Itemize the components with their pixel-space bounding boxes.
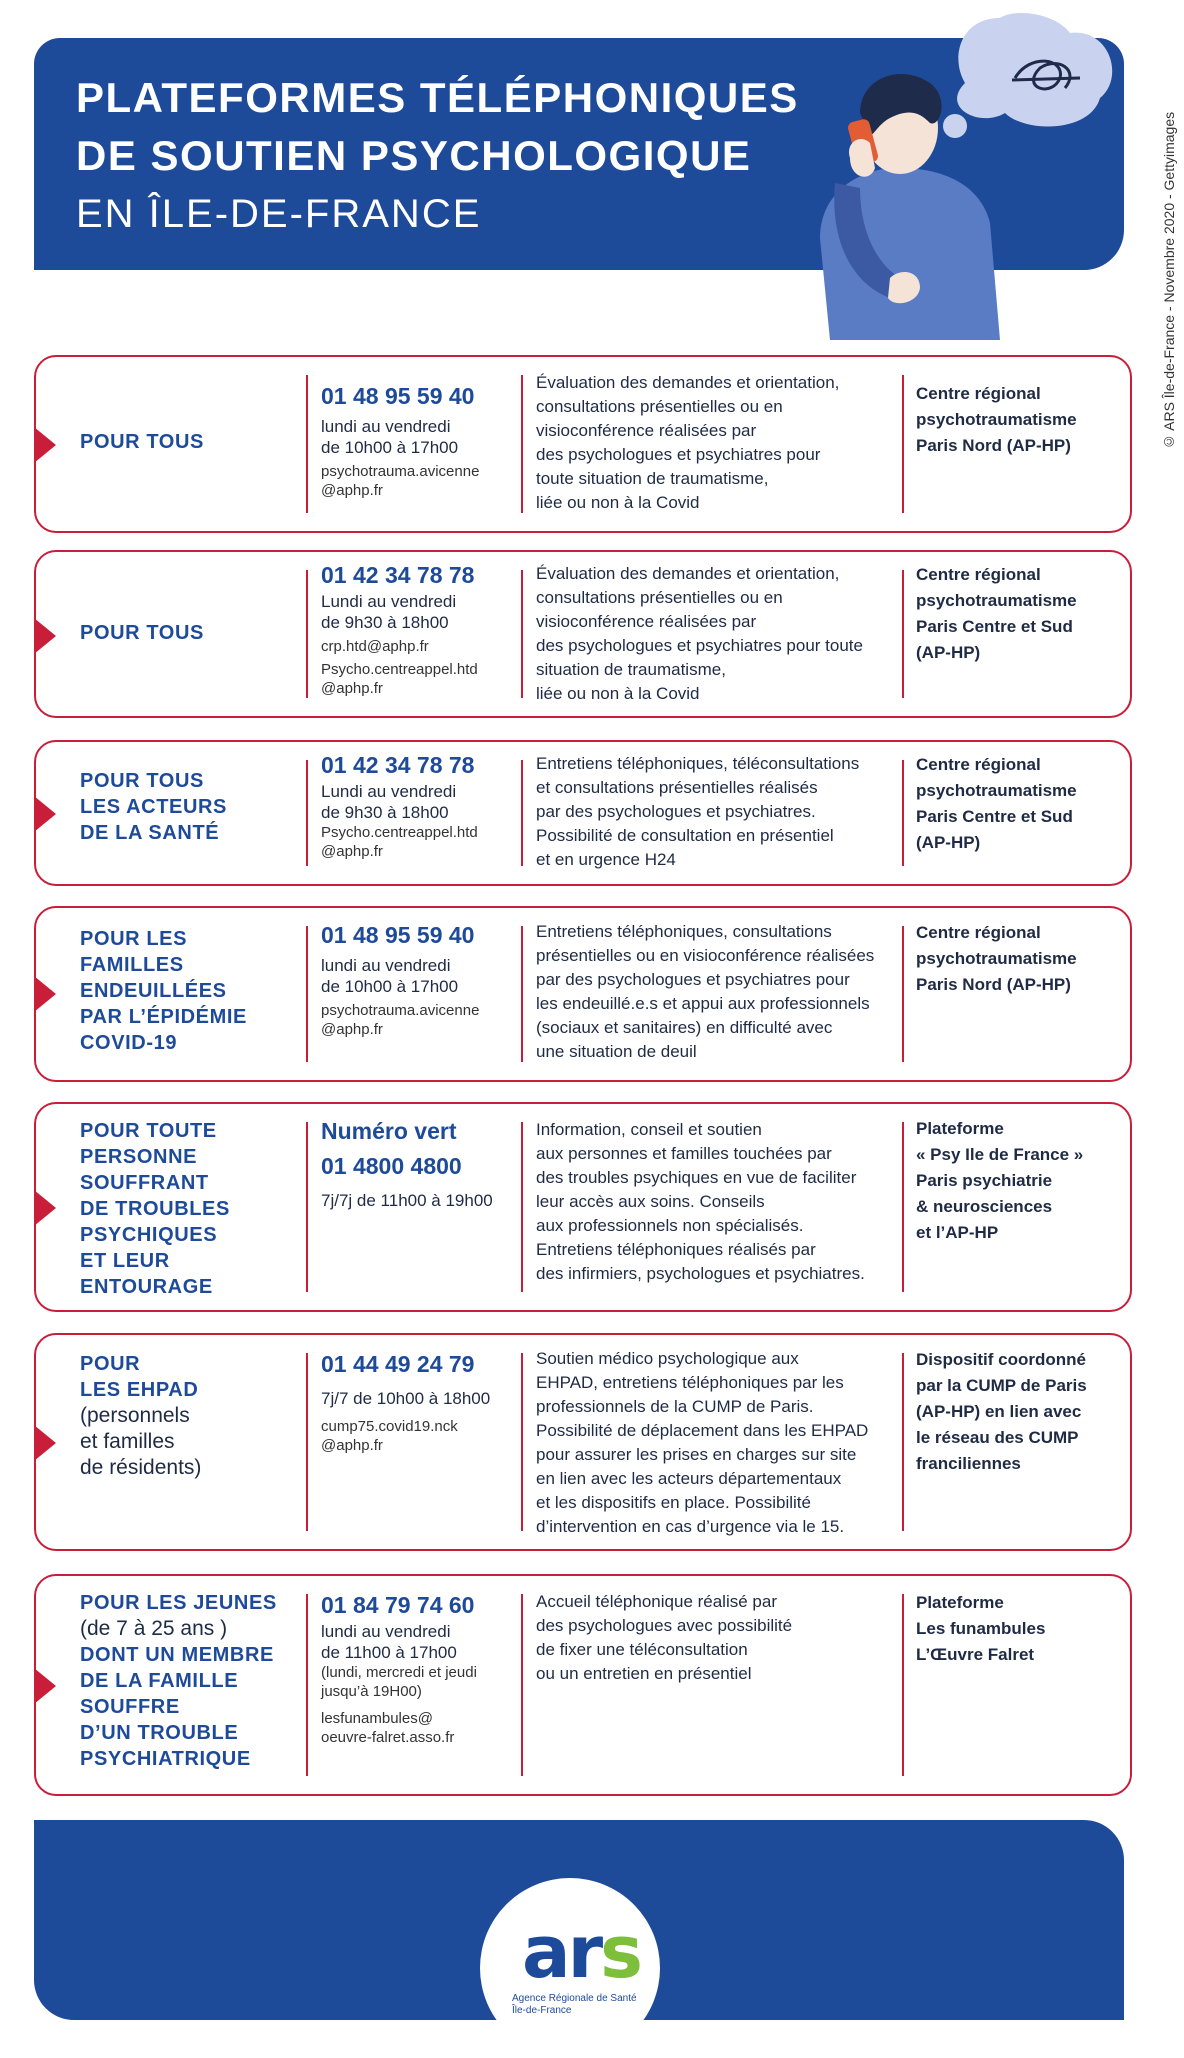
divider [902, 375, 904, 513]
description: Information, conseil et soutien aux personnes et familles touchées par des troubles psychiques en vue de faciliter leur accès aux soins. Conseils aux professionnels non spécialisés. Entretiens téléphoniques réalisés par des infirmiers, psychologues et psychiatres. [536, 1120, 865, 1283]
divider [521, 760, 523, 866]
hours-line-1: 7j/7j de 11h00 à 19h00 [321, 1191, 493, 1210]
organization: Centre régional psychotraumatisme Paris Centre et Sud (AP-HP) [916, 755, 1077, 852]
phone-number[interactable]: 01 84 79 74 60 [321, 1592, 475, 1618]
divider [521, 1594, 523, 1776]
person-on-phone-illustration [790, 8, 1130, 340]
email-address[interactable]: Psycho.centreappel.htd @aphp.fr [321, 824, 478, 860]
email-address[interactable]: psychotrauma.avicenne @aphp.fr [321, 463, 480, 499]
description: Accueil téléphonique réalisé par des psychologues avec possibilité de fixer une téléconsultation ou un entretien en présentiel [536, 1592, 793, 1683]
hours-line-2: de 10h00 à 17h00 [321, 438, 459, 457]
hours-line-1: Lundi au vendredi [321, 782, 457, 801]
divider [306, 570, 308, 698]
divider [306, 926, 308, 1062]
audience-label: POUR LES EHPAD (personnels et familles de résidents) [80, 1353, 202, 1479]
hours-line-2: de 11h00 à 17h00 [321, 1643, 457, 1662]
card-acteurs-sante [34, 740, 1132, 886]
page-title-line-2: DE SOUTIEN PSYCHOLOGIQUE [76, 132, 752, 179]
description: Évaluation des demandes et orientation, consultations présentielles ou en visioconférence réalisées par des psychologues et psychiatres pour toute situation de traumatisme, liée ou non à la Covid [536, 373, 840, 512]
divider [902, 926, 904, 1062]
card-arrow-icon [34, 618, 56, 654]
contact-block [321, 1118, 521, 1211]
copyright-credit: © ARS Île-de-France - Novembre 2020 - Gettyimages [1161, 111, 1177, 450]
audience-label: POUR LES JEUNES (de 7 à 25 ans ) DONT UN MEMBRE DE LA FAMILLE SOUFFRE D’UN TROUBLE PSYCHIATRIQUE [80, 1592, 277, 1770]
email-address[interactable]: Psycho.centreappel.htd @aphp.fr [321, 661, 478, 697]
hours-line-2: de 9h30 à 18h00 [321, 803, 449, 822]
card-pour-tous-1 [34, 355, 1132, 533]
phone-number[interactable]: 01 48 95 59 40 [321, 922, 475, 948]
card-arrow-icon [34, 976, 56, 1012]
phone-label: Numéro vert [321, 1118, 457, 1144]
divider [306, 375, 308, 513]
description: Entretiens téléphoniques, téléconsultations et consultations présentielles réalisés par des psychologues et psychiatres. Possibilité de consultation en présentiel et en urgence H24 [536, 754, 860, 869]
contact-block [321, 562, 521, 698]
contact-block [321, 1592, 521, 1747]
contact-block [321, 752, 521, 861]
phone-number[interactable]: 01 42 34 78 78 [321, 752, 475, 778]
phone-number[interactable]: 01 4800 4800 [321, 1153, 462, 1179]
page-subtitle: EN ÎLE-DE-FRANCE [76, 192, 482, 236]
divider [902, 1594, 904, 1776]
card-pour-tous-2 [34, 550, 1132, 718]
divider [902, 570, 904, 698]
card-arrow-icon [34, 427, 56, 463]
divider [306, 1594, 308, 1776]
ars-logo-tagline: Agence Régionale de Santé Île-de-France [512, 1993, 637, 2016]
email-address[interactable]: crp.htd@aphp.fr [321, 638, 429, 655]
ars-logo: ars [522, 1910, 640, 1994]
hours-line-1: lundi au vendredi [321, 417, 451, 436]
description: Évaluation des demandes et orientation, consultations présentielles ou en visioconférence réalisées par des psychologues et psychiatres pour toute situation de traumatisme, liée ou non à la Covid [536, 564, 863, 703]
card-troubles-psychiques [34, 1102, 1132, 1312]
card-arrow-icon [34, 796, 56, 832]
organization: Centre régional psychotraumatisme Paris Nord (AP-HP) [916, 384, 1077, 455]
card-arrow-icon [34, 1668, 56, 1704]
card-arrow-icon [34, 1190, 56, 1226]
divider [521, 570, 523, 698]
page-title-line-1: PLATEFORMES TÉLÉPHONIQUES [76, 74, 799, 121]
card-jeunes [34, 1574, 1132, 1796]
divider [306, 1122, 308, 1292]
hours-line-1: lundi au vendredi [321, 1622, 451, 1641]
divider [902, 1353, 904, 1531]
organization: Centre régional psychotraumatisme Paris Nord (AP-HP) [916, 923, 1077, 994]
hours-line-1: Lundi au vendredi [321, 592, 457, 611]
contact-block [321, 922, 521, 1039]
organization: Plateforme « Psy Ile de France » Paris psychiatrie & neurosciences et l’AP-HP [916, 1119, 1084, 1242]
organization: Plateforme Les funambules L’Œuvre Falret [916, 1593, 1046, 1664]
divider [521, 926, 523, 1062]
hours-line-1: lundi au vendredi [321, 956, 451, 975]
phone-number[interactable]: 01 48 95 59 40 [321, 383, 475, 409]
card-arrow-icon [34, 1425, 56, 1461]
divider [521, 375, 523, 513]
audience-label: POUR TOUS LES ACTEURS DE LA SANTÉ [80, 770, 227, 844]
audience-label: POUR TOUTE PERSONNE SOUFFRANT DE TROUBLES PSYCHIQUES ET LEUR ENTOURAGE [80, 1120, 230, 1298]
email-address[interactable]: cump75.covid19.nck @aphp.fr [321, 1418, 458, 1454]
organization: Centre régional psychotraumatisme Paris Centre et Sud (AP-HP) [916, 565, 1077, 662]
description: Soutien médico psychologique aux EHPAD, entretiens téléphoniques par les professionnels de la CUMP de Paris. Possibilité de déplacement dans les EHPAD pour assurer les prises en charges sur site en lien avec les acteurs départementaux et les dispositifs en place. Possibilité d’intervention en cas d’urgence via le 15. [536, 1349, 869, 1536]
description: Entretiens téléphoniques, consultations présentielles ou en visioconférence réalisées par des psychologues et psychiatres pour les endeuillé.e.s et appui aux professionnels (sociaux et sanitaires) en difficulté avec une situation de deuil [536, 922, 875, 1061]
audience-label: POUR LES FAMILLES ENDEUILLÉES PAR L’ÉPIDÉMIE COVID-19 [80, 928, 247, 1054]
contact-block [321, 383, 521, 500]
hours-line-2: de 10h00 à 17h00 [321, 977, 459, 996]
card-ehpad [34, 1333, 1132, 1551]
card-familles-endeuillees [34, 906, 1132, 1082]
divider [521, 1353, 523, 1531]
phone-number[interactable]: 01 44 49 24 79 [321, 1351, 475, 1377]
divider [306, 760, 308, 866]
divider [902, 1122, 904, 1292]
divider [902, 760, 904, 866]
email-address[interactable]: psychotrauma.avicenne @aphp.fr [321, 1002, 480, 1038]
hours-note: (lundi, mercredi et jeudi jusqu’à 19H00) [321, 1664, 477, 1700]
phone-number[interactable]: 01 42 34 78 78 [321, 562, 475, 588]
audience-label: POUR TOUS [80, 622, 204, 644]
hours-line-1: 7j/7 de 10h00 à 18h00 [321, 1389, 491, 1408]
audience-label: POUR TOUS [80, 431, 204, 453]
divider [521, 1122, 523, 1292]
hours-line-2: de 9h30 à 18h00 [321, 613, 449, 632]
email-address[interactable]: lesfunambules@ oeuvre-falret.asso.fr [321, 1710, 455, 1746]
divider [306, 1353, 308, 1531]
contact-block [321, 1351, 521, 1455]
organization: Dispositif coordonné par la CUMP de Paris (AP-HP) en lien avec le réseau des CUMP franciliennes [916, 1350, 1087, 1473]
